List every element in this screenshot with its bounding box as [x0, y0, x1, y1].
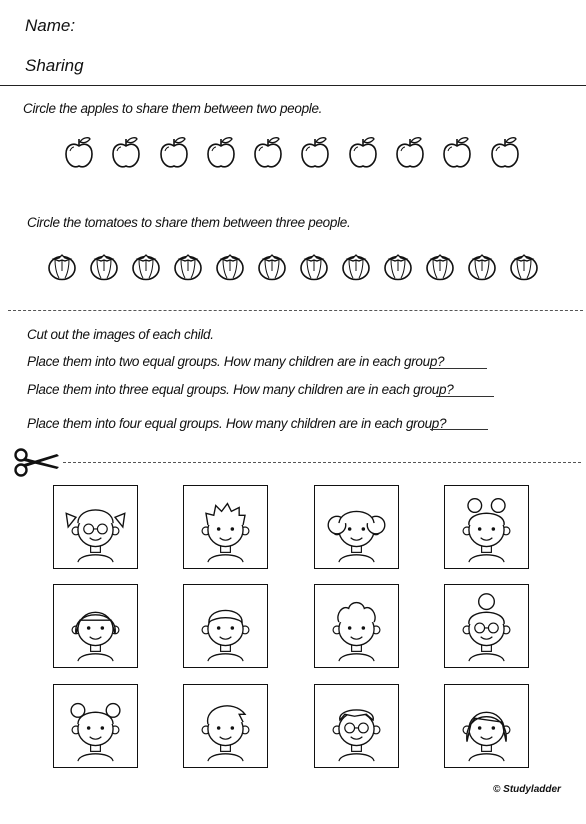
- boy-spiky-hair-icon: [184, 486, 267, 568]
- tomato-icon[interactable]: [173, 251, 203, 286]
- tomato-icon[interactable]: [341, 251, 371, 286]
- tomato-icon[interactable]: [257, 251, 287, 286]
- tomato-icon[interactable]: [467, 251, 497, 286]
- girl-curly-hair-icon: [315, 486, 398, 568]
- apple-row: [64, 136, 520, 175]
- tomato-icon[interactable]: [299, 251, 329, 286]
- girl-space-buns-icon: [445, 486, 528, 568]
- child-card[interactable]: [314, 684, 399, 768]
- answer-blank-two-groups[interactable]: [429, 368, 487, 369]
- child-card[interactable]: [183, 584, 268, 668]
- question-three-groups: Place them into three equal groups. How many children are in each group?: [27, 382, 454, 397]
- apple-icon[interactable]: [111, 136, 141, 175]
- apple-icon[interactable]: [300, 136, 330, 175]
- boy-glasses-icon: [315, 685, 398, 767]
- worksheet-title: Sharing: [25, 56, 84, 75]
- cut-line: [63, 462, 581, 463]
- girl-long-hair-icon: [445, 685, 528, 767]
- scissors-icon: [13, 447, 61, 477]
- apples-instruction: Circle the apples to share them between two people.: [23, 101, 323, 116]
- girl-bun-glasses-icon: [445, 585, 528, 667]
- apple-icon[interactable]: [348, 136, 378, 175]
- tomato-icon[interactable]: [383, 251, 413, 286]
- boy-short-hair-icon: [184, 585, 267, 667]
- child-card[interactable]: [183, 684, 268, 768]
- child-card[interactable]: [183, 485, 268, 569]
- apple-icon[interactable]: [159, 136, 189, 175]
- apple-icon[interactable]: [490, 136, 520, 175]
- child-card[interactable]: [444, 485, 529, 569]
- apple-icon[interactable]: [253, 136, 283, 175]
- question-two-groups: Place them into two equal groups. How many children are in each group?: [27, 354, 445, 369]
- apple-icon[interactable]: [442, 136, 472, 175]
- tomato-icon[interactable]: [47, 251, 77, 286]
- girl-pigtails-glasses-icon: [54, 486, 137, 568]
- child-card[interactable]: [53, 584, 138, 668]
- copyright-text: © Studyladder: [493, 784, 561, 795]
- boy-curly-hair-icon: [315, 585, 398, 667]
- child-card[interactable]: [444, 684, 529, 768]
- girl-pigtail-buns-icon: [54, 685, 137, 767]
- apple-icon[interactable]: [206, 136, 236, 175]
- apple-icon[interactable]: [64, 136, 94, 175]
- boy-side-swept-hair-icon: [184, 685, 267, 767]
- child-card[interactable]: [53, 485, 138, 569]
- tomato-icon[interactable]: [89, 251, 119, 286]
- tomatoes-instruction: Circle the tomatoes to share them between three people.: [27, 215, 351, 230]
- answer-blank-four-groups[interactable]: [430, 429, 488, 430]
- answer-blank-three-groups[interactable]: [436, 396, 494, 397]
- child-card[interactable]: [53, 684, 138, 768]
- child-card[interactable]: [314, 485, 399, 569]
- child-card[interactable]: [314, 584, 399, 668]
- apple-icon[interactable]: [395, 136, 425, 175]
- tomato-row: [47, 251, 539, 286]
- tomato-icon[interactable]: [509, 251, 539, 286]
- tomato-icon[interactable]: [215, 251, 245, 286]
- child-card[interactable]: [444, 584, 529, 668]
- tomato-icon[interactable]: [425, 251, 455, 286]
- dashed-separator: [8, 310, 583, 311]
- tomato-icon[interactable]: [131, 251, 161, 286]
- header-rule: [0, 85, 586, 86]
- children-instruction: Cut out the images of each child.: [27, 327, 214, 342]
- name-label: Name:: [25, 16, 76, 35]
- girl-bob-hair-icon: [54, 585, 137, 667]
- question-four-groups: Place them into four equal groups. How many children are in each group?: [27, 416, 447, 431]
